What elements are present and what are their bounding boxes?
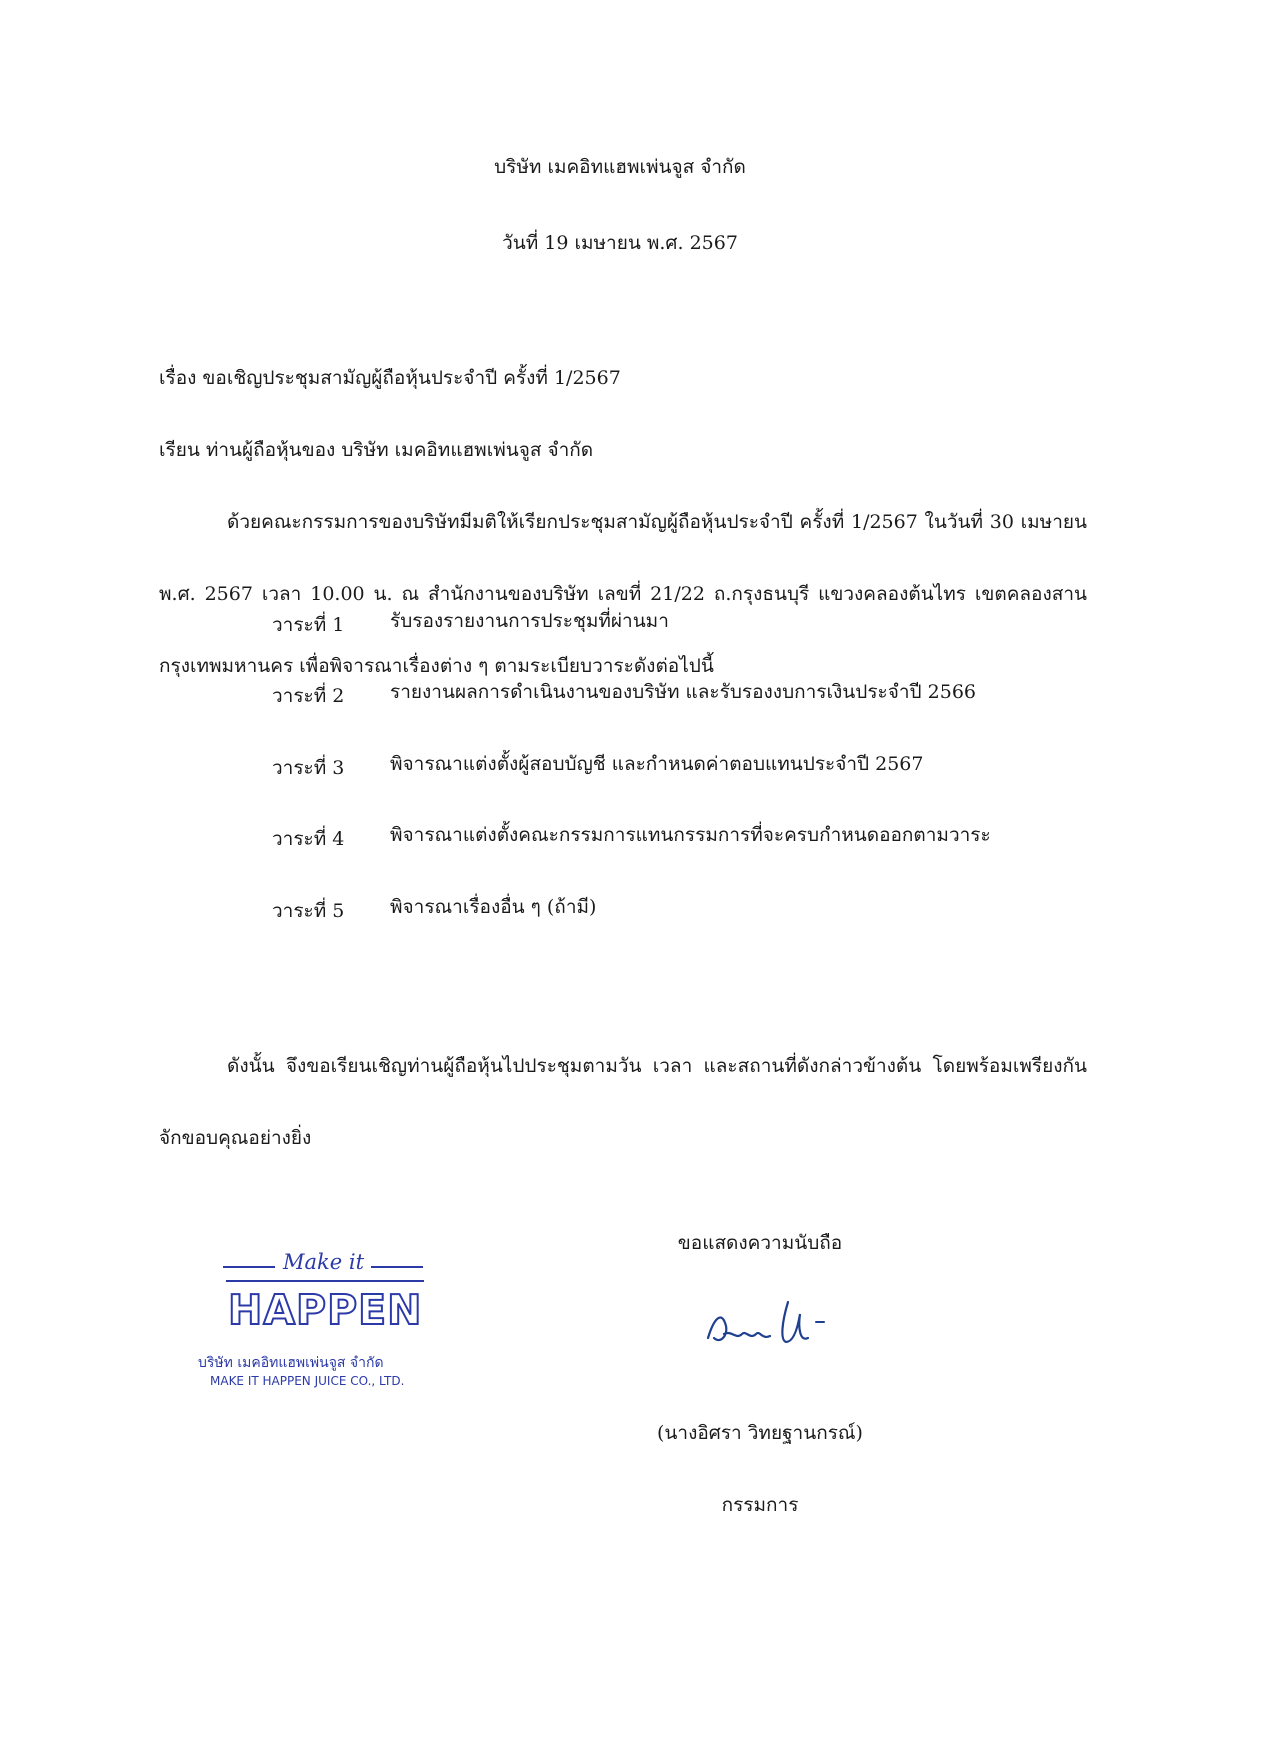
closing-salutation: ขอแสดงความนับถือ: [677, 1232, 843, 1254]
stamp-english-name: MAKE IT HAPPEN JUICE CO., LTD.: [210, 1374, 405, 1388]
agenda-text: พิจารณาเรื่องอื่น ๆ (ถ้ามี): [390, 896, 597, 918]
stamp-rule-left: [223, 1266, 275, 1268]
stamp-thai-name: บริษัท เมคอิทแฮพเพ่นจูส จำกัด: [198, 1355, 384, 1371]
stamp-rule: [226, 1280, 424, 1282]
body-intro-paragraph: [159, 486, 1087, 702]
agenda-text: พิจารณาแต่งตั้งผู้สอบบัญชี และกำหนดค่าตอบแทนประจำปี 2567: [390, 753, 924, 775]
stamp-script-text: Make it: [283, 1250, 365, 1274]
agenda-text: รายงานผลการดำเนินงานของบริษัท และรับรองงบการเงินประจำปี 2566: [390, 681, 976, 703]
signer-position: กรรมการ: [721, 1494, 799, 1516]
agenda-text: รับรองรายงานการประชุมที่ผ่านมา: [390, 610, 669, 632]
letter-subject: เรื่อง ขอเชิญประชุมสามัญผู้ถือหุ้นประจำปี ครั้งที่ 1/2567: [159, 367, 621, 389]
letter-date: วันที่ 19 เมษายน พ.ศ. 2567: [502, 232, 738, 254]
company-stamp: [198, 1250, 468, 1390]
company-name: บริษัท เมคอิทแฮพเพ่นจูส จำกัด: [494, 156, 746, 178]
signer-name: (นางอิศรา วิทยฐานกรณ์): [657, 1422, 863, 1444]
letter-addressee: เรียน ท่านผู้ถือหุ้นของ บริษัท เมคอิทแฮพเพ่นจูส จำกัด: [159, 439, 594, 461]
agenda-number: วาระที่ 3: [272, 757, 345, 779]
stamp-rule-right: [371, 1266, 423, 1268]
agenda-text: พิจารณาแต่งตั้งคณะกรรมการแทนกรรมการที่จะครบกำหนดออกตามวาระ: [390, 824, 991, 846]
body-intro-text: ด้วยคณะกรรมการของบริษัทมีมติให้เรียกประชุมสามัญผู้ถือหุ้นประจำปี ครั้งที่ 1/2567 ในวันที่ 30 เมษายน พ.ศ. 2567 เวลา 10.00 น. ณ สำนักงานของบริษัท เลขที่ 21/22 ถ.กรุงธนบุรี แขวงคลองต้นไทร เขตคลองสาน กรุงเทพมหานคร เพื่อพิจารณาเรื่องต่าง ๆ ตามระเบียบวาระดังต่อไปนี้: [159, 511, 1087, 677]
body-closing-paragraph: [159, 1030, 1087, 1174]
agenda-number: วาระที่ 2: [272, 685, 345, 707]
stamp-logo-text: HAPPEN: [228, 1286, 423, 1334]
agenda-number: วาระที่ 5: [272, 900, 345, 922]
agenda-number: วาระที่ 4: [272, 828, 345, 850]
agenda-number: วาระที่ 1: [272, 614, 345, 636]
body-closing-text: ดังนั้น จึงขอเรียนเชิญท่านผู้ถือหุ้นไปประชุมตามวัน เวลา และสถานที่ดังกล่าวข้างต้น โดยพร้อมเพรียงกัน จักขอบคุณอย่างยิ่ง: [159, 1055, 1087, 1149]
handwritten-signature: [700, 1296, 840, 1356]
